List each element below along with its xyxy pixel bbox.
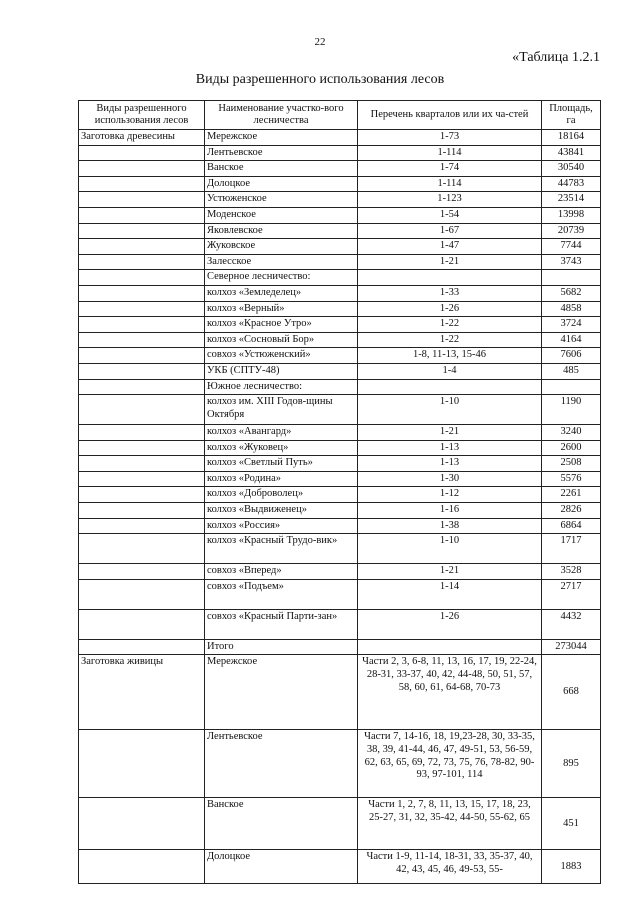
use-type-cell (79, 395, 205, 425)
table-row (79, 254, 601, 270)
quarters-cell: Части 7, 14-16, 18, 19,23-28, 30, 33-35, 38, 39, 41-44, 46, 47, 49-51, 53, 56-59, 62, 63, 65, 69, 72, 73, 75, 76, 78-82, 90-93, 97-101, 114 (358, 730, 542, 798)
use-type-cell (79, 207, 205, 223)
table-row (79, 518, 601, 534)
quarters-cell: 1-22 (358, 317, 542, 333)
table-row (79, 130, 601, 146)
quarters-cell: 1-38 (358, 518, 542, 534)
area-cell: 44783 (542, 176, 601, 192)
area-cell: 43841 (542, 145, 601, 161)
use-type-cell: Заготовка древесины (79, 130, 205, 146)
forestry-name-cell: колхоз «Доброволец» (205, 487, 358, 503)
use-type-cell (79, 564, 205, 580)
forestry-name-cell: Долоцкое (205, 176, 358, 192)
forestry-name-cell: Итого (205, 639, 358, 655)
area-cell: 1190 (542, 395, 601, 425)
use-type-cell (79, 850, 205, 884)
area-cell: 5576 (542, 471, 601, 487)
use-type-cell (79, 285, 205, 301)
use-type-cell (79, 161, 205, 177)
area-cell: 3743 (542, 254, 601, 270)
area-cell: 3724 (542, 317, 601, 333)
quarters-cell: 1-73 (358, 130, 542, 146)
forestry-name-cell: Мережское (205, 655, 358, 730)
forestry-name-cell: Лентьевское (205, 145, 358, 161)
use-type-cell (79, 730, 205, 798)
table-row (79, 145, 601, 161)
area-cell: 6864 (542, 518, 601, 534)
quarters-cell: 1-33 (358, 285, 542, 301)
quarters-cell (358, 270, 542, 286)
quarters-cell: 1-123 (358, 192, 542, 208)
use-type-cell (79, 798, 205, 850)
forestry-name-cell: колхоз «Жуковец» (205, 440, 358, 456)
quarters-cell (358, 379, 542, 395)
area-cell: 895 (542, 730, 601, 798)
table-row (79, 379, 601, 395)
area-cell (542, 379, 601, 395)
forestry-name-cell: колхоз «Красный Трудо-вик» (205, 534, 358, 564)
table-row (79, 850, 601, 884)
table-row (79, 332, 601, 348)
table-row (79, 440, 601, 456)
quarters-cell: 1-21 (358, 564, 542, 580)
header-area: Площадь, га (542, 101, 601, 130)
area-cell: 485 (542, 363, 601, 379)
forestry-name-cell: колхоз «Родина» (205, 471, 358, 487)
forestry-name-cell: Северное лесничество: (205, 270, 358, 286)
quarters-cell: 1-14 (358, 579, 542, 609)
quarters-cell: 1-13 (358, 456, 542, 472)
area-cell: 273044 (542, 639, 601, 655)
table-row (79, 425, 601, 441)
quarters-cell: 1-47 (358, 239, 542, 255)
forestry-name-cell: совхоз «Красный Парти-зан» (205, 609, 358, 639)
forestry-name-cell: Моденское (205, 207, 358, 223)
forestry-name-cell: колхоз «Верный» (205, 301, 358, 317)
forestry-name-cell: колхоз «Выдвиженец» (205, 503, 358, 519)
use-type-cell (79, 503, 205, 519)
forestry-name-cell: Долоцкое (205, 850, 358, 884)
quarters-cell: 1-16 (358, 503, 542, 519)
forestry-name-cell: совхоз «Устюженский» (205, 348, 358, 364)
table-row (79, 579, 601, 609)
use-type-cell (79, 363, 205, 379)
document-title: Виды разрешенного использования лесов (195, 72, 445, 87)
header-use: Виды разрешенного использования лесов (79, 101, 205, 130)
forest-use-table (78, 100, 601, 884)
table-row (79, 176, 601, 192)
forestry-name-cell: колхоз «Авангард» (205, 425, 358, 441)
quarters-cell: 1-4 (358, 363, 542, 379)
use-type-cell (79, 579, 205, 609)
forestry-name-cell: Ванское (205, 161, 358, 177)
use-type-cell (79, 270, 205, 286)
table-row (79, 471, 601, 487)
table-row (79, 534, 601, 564)
header-forestry: Наименование участко-вого лесничества (205, 101, 358, 130)
forestry-name-cell: Яковлевское (205, 223, 358, 239)
table-row (79, 503, 601, 519)
use-type-cell (79, 317, 205, 333)
forestry-name-cell: колхоз «Земледелец» (205, 285, 358, 301)
forestry-name-cell: колхоз «Сосновый Бор» (205, 332, 358, 348)
forestry-name-cell: совхоз «Вперед» (205, 564, 358, 580)
forestry-name-cell: Ванское (205, 798, 358, 850)
table-row (79, 456, 601, 472)
table-row (79, 798, 601, 850)
use-type-cell (79, 348, 205, 364)
table-row (79, 655, 601, 730)
use-type-cell (79, 192, 205, 208)
area-cell: 7744 (542, 239, 601, 255)
table-row (79, 223, 601, 239)
quarters-cell: Части 1, 2, 7, 8, 11, 13, 15, 17, 18, 23, 25-27, 31, 32, 35-42, 44-50, 55-62, 65 (358, 798, 542, 850)
area-cell: 668 (542, 655, 601, 730)
use-type-cell (79, 440, 205, 456)
quarters-cell: 1-114 (358, 176, 542, 192)
forestry-name-cell: Лентьевское (205, 730, 358, 798)
table-header-row (79, 101, 601, 130)
area-cell: 1883 (542, 850, 601, 884)
area-cell: 2826 (542, 503, 601, 519)
use-type-cell (79, 471, 205, 487)
table-row (79, 639, 601, 655)
table-row (79, 192, 601, 208)
forestry-name-cell: Залесское (205, 254, 358, 270)
table-body (79, 130, 601, 884)
page-number: 22 (314, 36, 326, 48)
table-row (79, 301, 601, 317)
use-type-cell (79, 534, 205, 564)
quarters-cell: 1-26 (358, 609, 542, 639)
area-cell: 5682 (542, 285, 601, 301)
use-type-cell (79, 145, 205, 161)
area-cell: 3528 (542, 564, 601, 580)
forestry-name-cell: Южное лесничество: (205, 379, 358, 395)
area-cell: 2600 (542, 440, 601, 456)
area-cell: 18164 (542, 130, 601, 146)
table-row (79, 270, 601, 286)
quarters-cell: 1-8, 11-13, 15-46 (358, 348, 542, 364)
area-cell: 1717 (542, 534, 601, 564)
area-cell: 13998 (542, 207, 601, 223)
table-row (79, 317, 601, 333)
use-type-cell (79, 518, 205, 534)
area-cell: 2261 (542, 487, 601, 503)
use-type-cell (79, 456, 205, 472)
quarters-cell: Части 2, 3, 6-8, 11, 13, 16, 17, 19, 22-24, 28-31, 33-37, 40, 42, 44-48, 50, 51, 57, 58, 60, 61, 64-68, 70-73 (358, 655, 542, 730)
quarters-cell: 1-10 (358, 534, 542, 564)
quarters-cell: 1-67 (358, 223, 542, 239)
table-row (79, 285, 601, 301)
use-type-cell (79, 379, 205, 395)
use-type-cell (79, 239, 205, 255)
table-row (79, 363, 601, 379)
quarters-cell: 1-74 (358, 161, 542, 177)
quarters-cell: 1-21 (358, 425, 542, 441)
area-cell: 23514 (542, 192, 601, 208)
use-type-cell (79, 609, 205, 639)
table-row (79, 161, 601, 177)
use-type-cell (79, 223, 205, 239)
area-cell: 20739 (542, 223, 601, 239)
forestry-name-cell: УКБ (СПТУ-48) (205, 363, 358, 379)
table-row (79, 348, 601, 364)
forestry-name-cell: Мережское (205, 130, 358, 146)
area-cell: 4164 (542, 332, 601, 348)
table-row (79, 207, 601, 223)
quarters-cell (358, 639, 542, 655)
use-type-cell (79, 639, 205, 655)
use-type-cell (79, 301, 205, 317)
table-row (79, 564, 601, 580)
area-cell: 3240 (542, 425, 601, 441)
area-cell: 2717 (542, 579, 601, 609)
forestry-name-cell: Устюженское (205, 192, 358, 208)
area-cell (542, 270, 601, 286)
area-cell: 451 (542, 798, 601, 850)
forestry-name-cell: колхоз «Красное Утро» (205, 317, 358, 333)
forestry-name-cell: колхоз «Россия» (205, 518, 358, 534)
quarters-cell: Части 1-9, 11-14, 18-31, 33, 35-37, 40, 42, 43, 45, 46, 49-53, 55- (358, 850, 542, 884)
area-cell: 2508 (542, 456, 601, 472)
quarters-cell: 1-21 (358, 254, 542, 270)
use-type-cell: Заготовка живицы (79, 655, 205, 730)
table-row (79, 239, 601, 255)
use-type-cell (79, 176, 205, 192)
quarters-cell: 1-54 (358, 207, 542, 223)
forestry-name-cell: совхоз «Подъем» (205, 579, 358, 609)
area-cell: 4432 (542, 609, 601, 639)
forestry-name-cell: колхоз им. XIII Годов-щины Октября (205, 395, 358, 425)
table-reference: «Таблица 1.2.1 (512, 50, 600, 65)
quarters-cell: 1-114 (358, 145, 542, 161)
quarters-cell: 1-26 (358, 301, 542, 317)
area-cell: 4858 (542, 301, 601, 317)
quarters-cell: 1-10 (358, 395, 542, 425)
use-type-cell (79, 332, 205, 348)
quarters-cell: 1-13 (358, 440, 542, 456)
forestry-name-cell: колхоз «Светлый Путь» (205, 456, 358, 472)
area-cell: 7606 (542, 348, 601, 364)
table-row (79, 395, 601, 425)
header-quarters: Перечень кварталов или их ча-стей (358, 101, 542, 130)
quarters-cell: 1-12 (358, 487, 542, 503)
quarters-cell: 1-22 (358, 332, 542, 348)
table-row (79, 487, 601, 503)
quarters-cell: 1-30 (358, 471, 542, 487)
use-type-cell (79, 254, 205, 270)
table-row (79, 609, 601, 639)
area-cell: 30540 (542, 161, 601, 177)
forestry-name-cell: Жуковское (205, 239, 358, 255)
table-row (79, 730, 601, 798)
use-type-cell (79, 487, 205, 503)
use-type-cell (79, 425, 205, 441)
